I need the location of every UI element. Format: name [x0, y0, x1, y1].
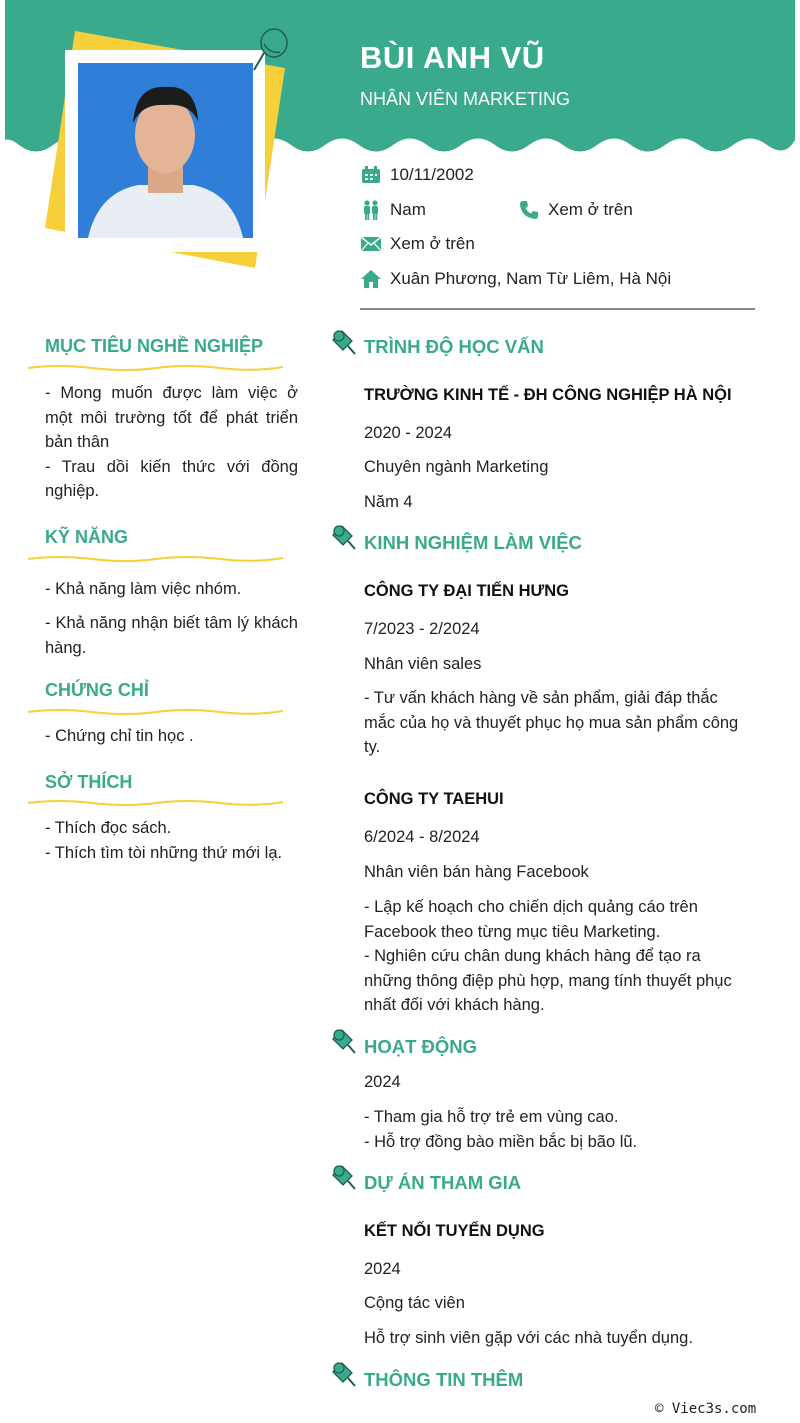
- experience-title: KINH NGHIỆM LÀM VIỆC: [364, 532, 582, 553]
- pushpin-icon: [250, 26, 290, 74]
- education-school: TRƯỜNG KINH TẾ - ĐH CÔNG NGHIỆP HÀ NỘI: [364, 386, 732, 404]
- home-icon: [360, 269, 382, 289]
- gender-icon: [360, 200, 382, 220]
- birthday-row: [360, 165, 474, 185]
- project-description: Hỗ trợ sinh viên gặp với các nhà tuyển dụng.: [364, 1329, 693, 1347]
- project-year: 2024: [364, 1260, 401, 1278]
- candidate-name: BÙI ANH VŨ: [360, 40, 545, 75]
- job-company: CÔNG TY ĐẠI TIẾN HƯNG: [364, 582, 569, 600]
- gender-row: [360, 200, 426, 220]
- job-period: 7/2023 - 2/2024: [364, 620, 480, 638]
- job-description-line: - Nghiên cứu chân dung khách hàng để tạo ra những thông điệp phù hợp, mang tính thuyết phục nhất đối với khách hàng.: [364, 947, 732, 1014]
- job-description: - Tư vấn khách hàng về sản phẩm, giải đáp thắc mắc của họ và thuyết phục họ mua sản phẩm công ty.: [364, 689, 739, 756]
- skill-item: - Khả năng nhận biết tâm lý khách hàng.: [45, 614, 298, 657]
- birthday-value: 10/11/2002: [390, 165, 474, 184]
- job-position: Nhân viên bán hàng Facebook: [364, 863, 589, 881]
- education-note: Năm 4: [364, 493, 413, 511]
- job-period: 6/2024 - 8/2024: [364, 828, 480, 846]
- certificates-title: CHỨNG CHỈ: [45, 680, 149, 700]
- objective-line: - Trau dồi kiến thức với đồng nghiệp.: [45, 457, 298, 500]
- email-value: Xem ở trên: [390, 234, 475, 253]
- objective-text: [45, 381, 298, 504]
- objective-title: MỤC TIÊU NGHỀ NGHIỆP: [45, 336, 264, 356]
- watermark: © Viec3s.com: [655, 1401, 757, 1417]
- job-description: [364, 895, 739, 1018]
- email-row: [360, 234, 475, 254]
- photo-frame: [65, 50, 265, 252]
- avatar: [78, 63, 253, 238]
- header-divider: [360, 308, 755, 310]
- more-info-title: THÔNG TIN THÊM: [364, 1369, 524, 1390]
- hobbies-text: [45, 816, 298, 865]
- skill-item: - Khả năng làm việc nhóm.: [45, 580, 242, 598]
- skills-title: KỸ NĂNG: [45, 527, 129, 547]
- education-major: Chuyên ngành Marketing: [364, 458, 549, 476]
- phone-row: [518, 200, 633, 220]
- job-description-line: - Lập kế hoạch cho chiến dịch quảng cáo trên Facebook theo từng mục tiêu Marketing.: [364, 898, 698, 941]
- job-company: CÔNG TY TAEHUI: [364, 790, 504, 808]
- projects-title: DỰ ÁN THAM GIA: [364, 1172, 522, 1193]
- activities-title: HOẠT ĐỘNG: [364, 1036, 478, 1057]
- hobby-line: - Thích tìm tòi những thứ mới lạ.: [45, 843, 283, 862]
- candidate-job-title: NHÂN VIÊN MARKETING: [360, 89, 571, 109]
- skills-underline: [28, 553, 283, 565]
- project-name: KẾT NỐI TUYỂN DỤNG: [364, 1222, 545, 1240]
- email-icon: [360, 234, 382, 254]
- pushpin-icon: [330, 1163, 356, 1191]
- job-position: Nhân viên sales: [364, 655, 482, 673]
- project-role: Cộng tác viên: [364, 1294, 465, 1312]
- pushpin-icon: [330, 1027, 356, 1055]
- activity-line: - Tham gia hỗ trợ trẻ em vùng cao.: [364, 1108, 619, 1126]
- certificate-item: - Chứng chỉ tin học .: [45, 727, 194, 745]
- hobbies-title: SỞ THÍCH: [45, 772, 133, 792]
- certificates-underline: [28, 706, 283, 718]
- activities-text: [364, 1105, 744, 1154]
- address-row: [360, 269, 671, 289]
- activities-year: 2024: [364, 1073, 401, 1091]
- objective-underline: [28, 362, 283, 374]
- objective-line: - Mong muốn được làm việc ở một môi trường tốt để phát triển bản thân: [45, 384, 298, 451]
- pushpin-icon: [330, 523, 356, 551]
- activity-line: - Hỗ trợ đồng bào miền bắc bị bão lũ.: [364, 1132, 638, 1151]
- hobby-line: - Thích đọc sách.: [45, 819, 172, 837]
- pushpin-icon: [330, 1360, 356, 1388]
- education-period: 2020 - 2024: [364, 424, 453, 442]
- calendar-icon: [360, 165, 382, 185]
- phone-value: Xem ở trên: [548, 200, 633, 219]
- pushpin-icon: [330, 328, 356, 356]
- gender-value: Nam: [390, 200, 426, 219]
- phone-icon: [518, 200, 540, 220]
- education-title: TRÌNH ĐỘ HỌC VẤN: [364, 336, 544, 357]
- address-value: Xuân Phương, Nam Từ Liêm, Hà Nội: [390, 269, 672, 288]
- hobbies-underline: [28, 797, 283, 809]
